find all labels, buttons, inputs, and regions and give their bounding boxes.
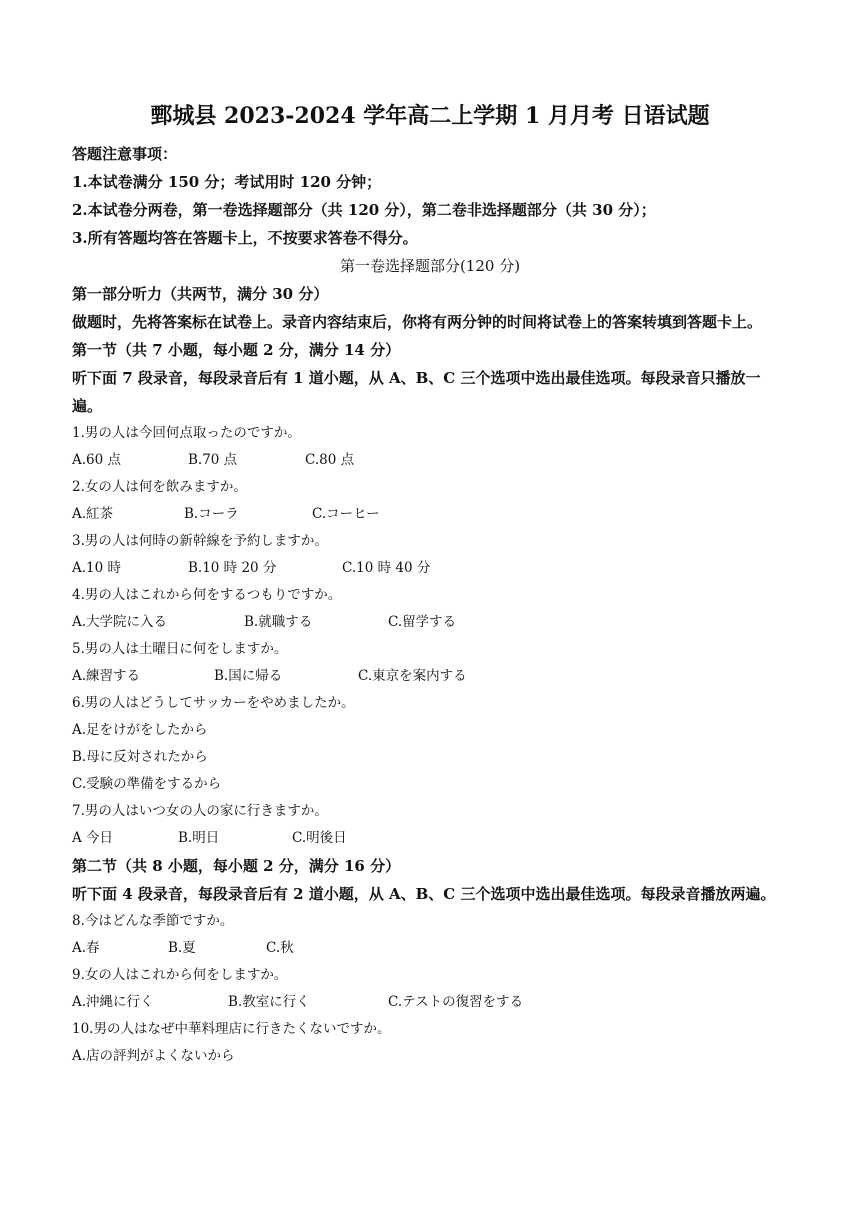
option-a: A.沖縄に行く [72, 994, 154, 1010]
notice-heading: 答题注意事项： [72, 145, 178, 163]
question-2: 2.女の人は何を飲みますか。 [72, 479, 247, 495]
option-b: B.母に反対されたから [72, 749, 208, 765]
options-9 [72, 989, 788, 1016]
question-6: 6.男の人はどうしてサッカーをやめましたか。 [72, 695, 355, 711]
option-b: B.就職する [244, 614, 313, 630]
notice-item: 2.本试卷分两卷，第一卷选择题部分（共 120 分），第二卷非选择题部分（共 30 分）； [72, 201, 656, 219]
exam-page [72, 96, 788, 1070]
option-b: B.明日 [178, 830, 220, 846]
option-c: C.明後日 [292, 830, 347, 846]
option-c: C.受験の準備をするから [72, 776, 222, 792]
option-a: A.60 点 [72, 452, 122, 468]
option-a: A.春 [72, 940, 100, 956]
option-c: C.東京を案内する [358, 668, 467, 684]
part-instruction: 做题时，先将答案标在试卷上。录音内容结束后，你将有两分钟的时间将试卷上的答案转填到答题卡上。 [72, 313, 763, 331]
option-a: A.足をけがをしたから [72, 722, 208, 738]
question-3: 3.男の人は何時の新幹線を予約しますか。 [72, 533, 328, 549]
options-5 [72, 663, 788, 690]
options-3 [72, 555, 788, 582]
option-b: B.教室に行く [228, 994, 310, 1010]
exam-title: 鄄城县 2023-2024 学年高二上学期 1 月月考 日语试题 [150, 103, 710, 129]
section-instruction: 听下面 7 段录音，每段录音后有 1 道小题，从 A、B、C 三个选项中选出最佳选项。每段录音只播放一遍。 [72, 369, 761, 415]
section-instruction: 听下面 4 段录音，每段录音后有 2 道小题，从 A、B、C 三个选项中选出最佳选项。每段录音播放两遍。 [72, 885, 776, 903]
option-c: C.80 点 [305, 452, 355, 468]
option-c: C.コーヒー [312, 506, 380, 522]
section-heading: 第二节（共 8 小题，每小题 2 分，满分 16 分） [72, 857, 401, 875]
question-5: 5.男の人は土曜日に何をしますか。 [72, 641, 288, 657]
options-7 [72, 825, 788, 852]
part-heading: 第一部分听力（共两节，满分 30 分） [72, 285, 329, 303]
options-2 [72, 501, 788, 528]
question-7: 7.男の人はいつ女の人の家に行きますか。 [72, 803, 328, 819]
options-1 [72, 447, 788, 474]
volume-heading: 第一卷选择题部分(120 分) [339, 257, 521, 275]
question-4: 4.男の人はこれから何をするつもりですか。 [72, 587, 342, 603]
option-a: A.練習する [72, 668, 141, 684]
option-b: B.70 点 [188, 452, 238, 468]
option-b: B.夏 [168, 940, 196, 956]
option-c: C.10 時 40 分 [342, 560, 431, 576]
option-c: C.テストの復習をする [388, 994, 524, 1010]
question-9: 9.女の人はこれから何をしますか。 [72, 967, 288, 983]
notice-item: 3.所有答题均答在答题卡上，不按要求答卷不得分。 [72, 229, 418, 247]
option-b: B.コーラ [184, 506, 239, 522]
option-c: C.留学する [388, 614, 457, 630]
option-a: A 今日 [72, 830, 114, 846]
question-10: 10.男の人はなぜ中華料理店に行きたくないですか。 [72, 1021, 391, 1037]
notice-item: 1.本试卷满分 150 分；考试用时 120 分钟； [72, 173, 382, 191]
option-a: A.店の評判がよくないから [72, 1048, 235, 1064]
option-a: A.10 時 [72, 560, 122, 576]
option-a: A.大学院に入る [72, 614, 168, 630]
question-1: 1.男の人は今回何点取ったのですか。 [72, 425, 301, 441]
option-c: C.秋 [266, 940, 294, 956]
question-8: 8.今はどんな季節ですか。 [72, 913, 234, 929]
section-heading: 第一节（共 7 小题，每小题 2 分，满分 14 分） [72, 341, 401, 359]
option-a: A.紅茶 [72, 506, 114, 522]
option-b: B.国に帰る [214, 668, 283, 684]
options-8 [72, 935, 788, 962]
option-b: B.10 時 20 分 [188, 560, 277, 576]
options-4 [72, 609, 788, 636]
